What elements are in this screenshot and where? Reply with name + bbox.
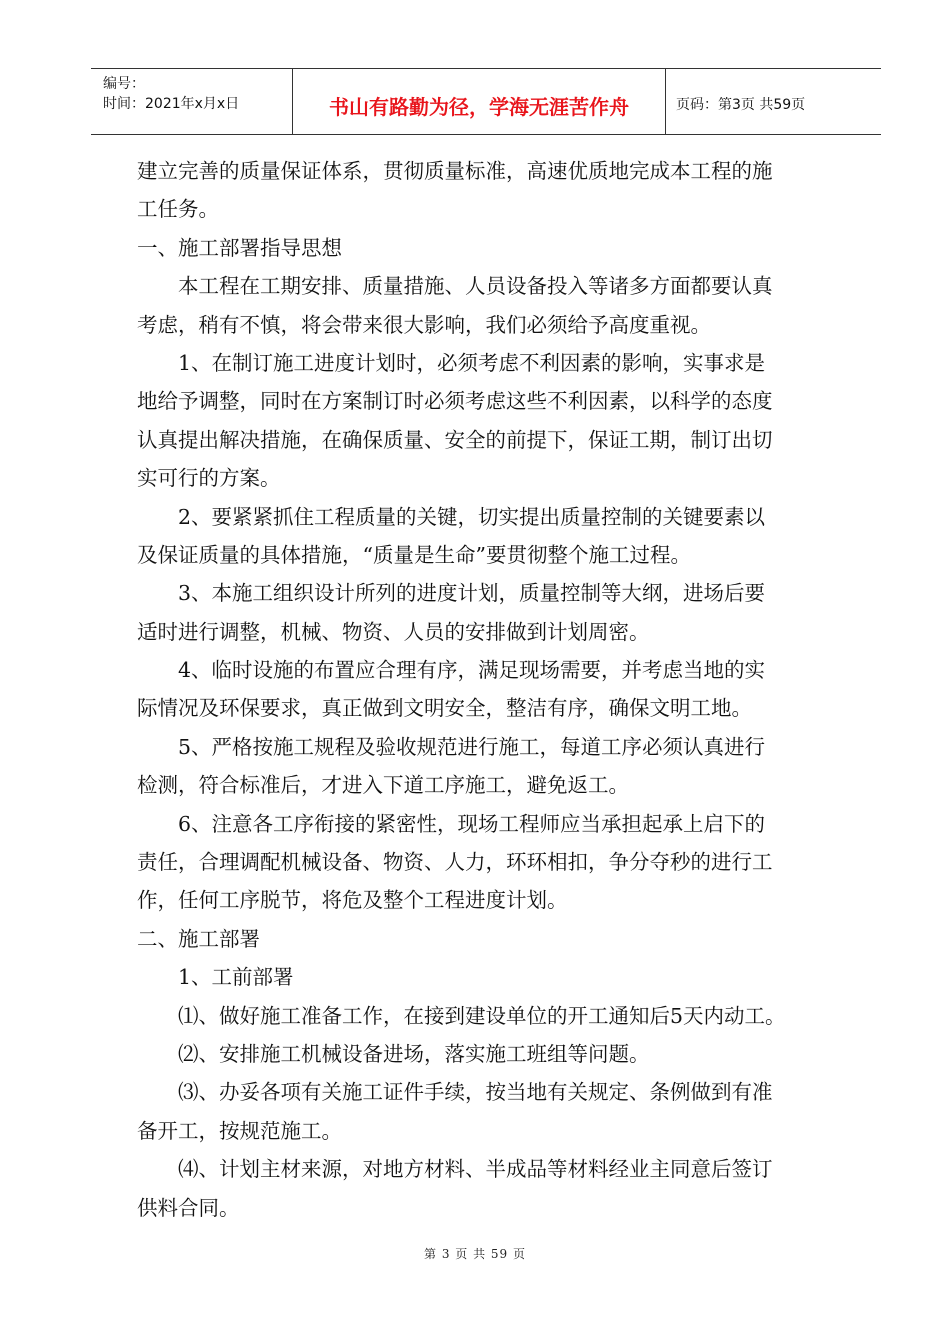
list-item-line: ⑶、办妥各项有关施工证件手续，按当地有关规定、条例做到有准	[178, 1080, 773, 1105]
list-item-line: ⑵、安排施工机械设备进场，落实施工班组等问题。	[178, 1041, 650, 1066]
document-header	[91, 68, 881, 135]
header-motto: 书山有路勤为径，学海无涯苦作舟	[329, 95, 629, 119]
body-line: 实可行的方案。	[137, 466, 281, 491]
section-heading: 二、施工部署	[137, 926, 260, 951]
header-page-cell	[666, 69, 881, 134]
body-line: 及保证质量的具体措施，“质量是生命”要贯彻整个施工过程。	[137, 542, 691, 567]
page-footer: 第 3 页 共 59 页	[424, 1247, 526, 1261]
list-item-line: 5、严格按施工规程及验收规范进行施工，每道工序必须认真进行	[178, 734, 766, 759]
body-line: 责任，合理调配机械设备、物资、人力，环环相扣，争分夺秒的进行工	[137, 850, 773, 875]
document-body	[137, 152, 837, 1227]
body-line: 备开工，按规范施工。	[137, 1118, 342, 1143]
body-line: 作，任何工序脱节，将危及整个工程进度计划。	[137, 888, 568, 913]
document-time-label: 时间：2021年x月x日	[103, 96, 240, 112]
body-line: 工任务。	[137, 197, 219, 222]
list-item-line: 2、要紧紧抓住工程质量的关键，切实提出质量控制的关键要素以	[178, 504, 766, 529]
body-line: 际情况及环保要求，真正做到文明安全，整洁有序，确保文明工地。	[137, 696, 752, 721]
document-code-label: 编号：	[103, 76, 145, 92]
body-line: 检测，符合标准后，才进入下道工序施工，避免返工。	[137, 773, 629, 798]
body-line: 地给予调整，同时在方案制订时必须考虑这些不利因素，以科学的态度	[137, 389, 773, 414]
body-line: 建立完善的质量保证体系，贯彻质量标准，高速优质地完成本工程的施	[137, 159, 773, 183]
list-item-line: ⑷、计划主材来源，对地方材料、半成品等材料经业主同意后签订	[178, 1157, 773, 1182]
section-heading: 一、施工部署指导思想	[137, 235, 342, 260]
list-item-line: 4、临时设施的布置应合理有序，满足现场需要，并考虑当地的实	[178, 658, 766, 683]
header-motto-cell	[293, 69, 666, 134]
header-meta-cell	[91, 69, 293, 134]
list-item-line: 6、注意各工序衔接的紧密性，现场工程师应当承担起承上启下的	[178, 811, 766, 836]
body-line: 本工程在工期安排、质量措施、人员设备投入等诸多方面都要认真	[178, 274, 773, 299]
body-line: 供料合同。	[137, 1195, 240, 1220]
list-item-line: 3、本施工组织设计所列的进度计划，质量控制等大纲，进场后要	[178, 581, 766, 606]
list-item-line: ⑴、做好施工准备工作，在接到建设单位的开工通知后5天内动工。	[178, 1003, 786, 1028]
list-item-line: 1、在制订施工进度计划时，必须考虑不利因素的影响，实事求是	[178, 350, 766, 375]
subsection-heading: 1、工前部署	[178, 965, 294, 990]
body-line: 适时进行调整，机械、物资、人员的安排做到计划周密。	[137, 619, 650, 644]
body-line: 考虑，稍有不慎，将会带来很大影响，我们必须给予高度重视。	[137, 312, 711, 337]
header-page-number: 页码：第3页 共59页	[676, 97, 806, 113]
body-line: 认真提出解决措施，在确保质量、安全的前提下，保证工期，制订出切	[137, 427, 773, 452]
